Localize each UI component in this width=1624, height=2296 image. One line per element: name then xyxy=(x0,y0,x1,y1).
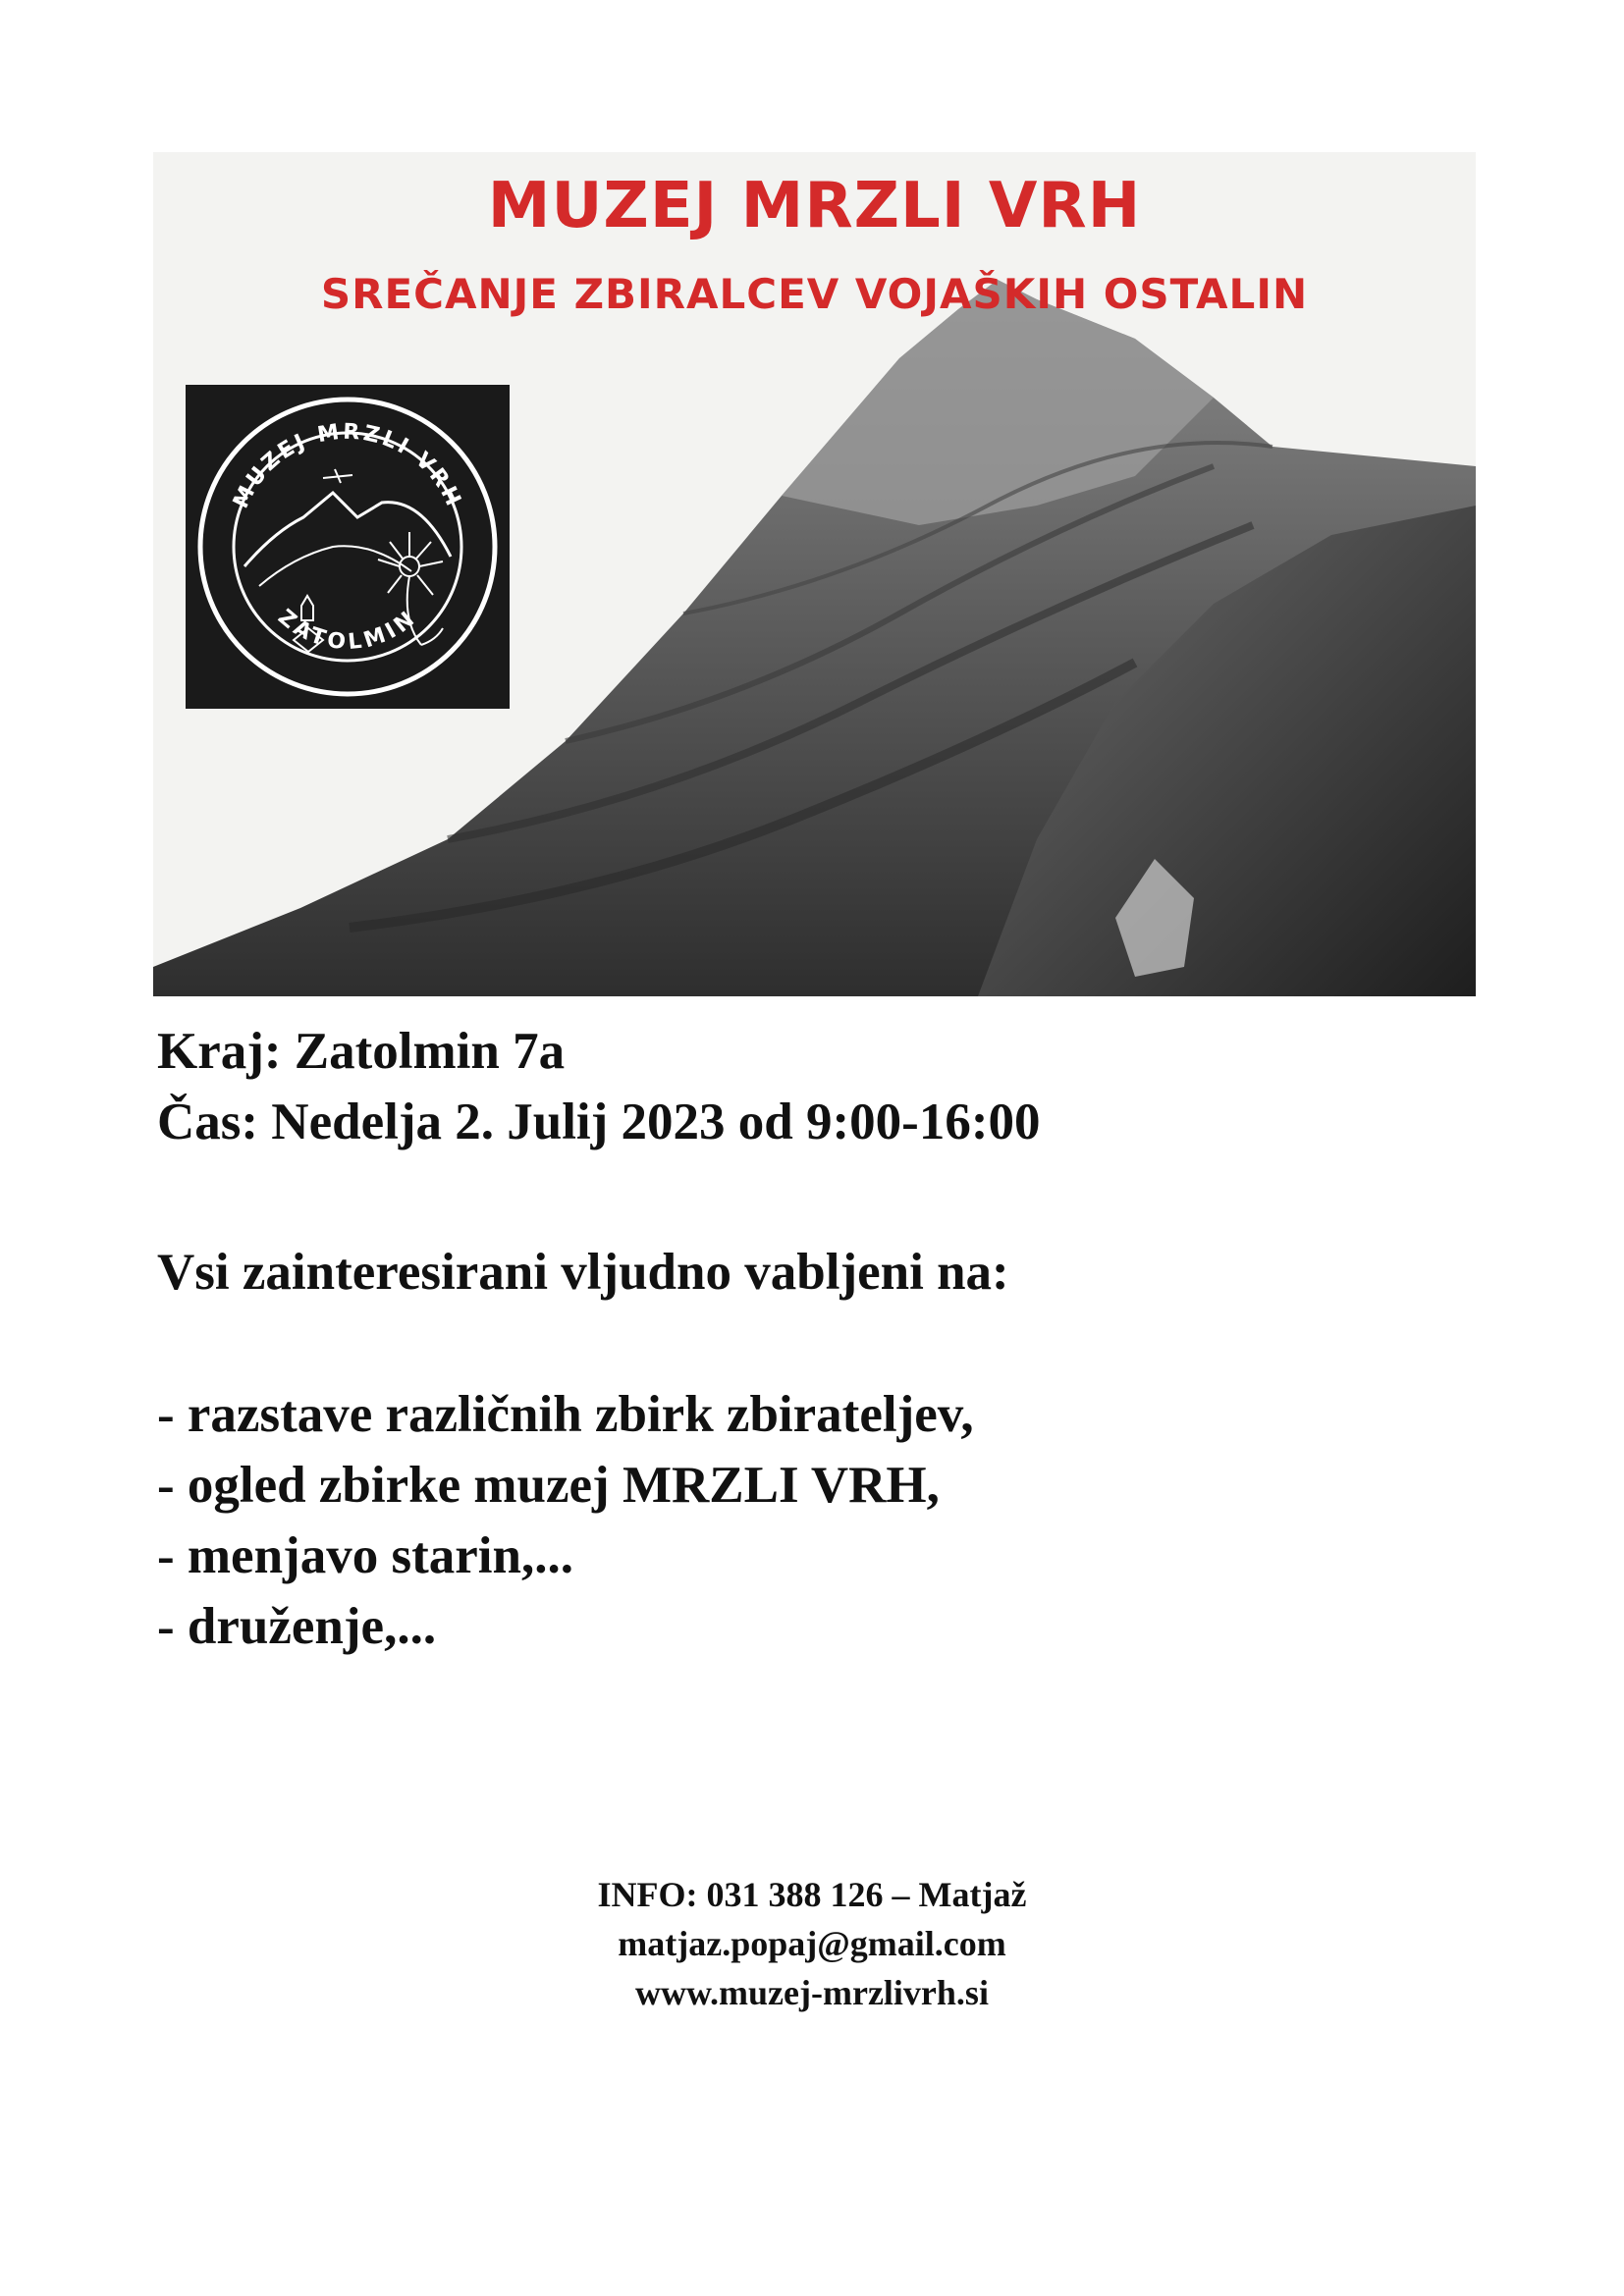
museum-logo xyxy=(186,385,510,709)
logo-ring-text-bottom: ZATOLMIN xyxy=(273,605,422,656)
event-title: MUZEJ MRZLI VRH xyxy=(487,170,1142,242)
logo-ring-text-top: MUZEJ MRZLI VRH xyxy=(228,419,467,512)
list-item: - druženje,... xyxy=(157,1598,437,1655)
invitation-text: Vsi zainteresirani vljudno vabljeni na: xyxy=(157,1244,1009,1301)
header-banner xyxy=(153,152,1476,996)
contact-website[interactable]: www.muzej-mrzlivrh.si xyxy=(635,1973,989,2012)
event-time: Čas: Nedelja 2. Julij 2023 od 9:00-16:00 xyxy=(157,1094,1041,1150)
list-item: - ogled zbirke muzej MRZLI VRH, xyxy=(157,1457,940,1514)
event-place: Kraj: Zatolmin 7a xyxy=(157,1023,566,1080)
contact-info xyxy=(0,1870,1624,2017)
contact-phone: INFO: 031 388 126 – Matjaž xyxy=(597,1875,1027,1914)
contact-email[interactable]: matjaz.popaj@gmail.com xyxy=(618,1924,1006,1963)
activity-list xyxy=(157,1379,974,1662)
list-item: - razstave različnih zbirk zbirateljev, xyxy=(157,1386,974,1443)
list-item: - menjavo starin,... xyxy=(157,1527,573,1584)
museum-emblem-icon xyxy=(186,385,510,709)
event-details xyxy=(157,1016,1040,1157)
event-subtitle: SREČANJE ZBIRALCEV VOJAŠKIH OSTALIN xyxy=(320,270,1309,318)
